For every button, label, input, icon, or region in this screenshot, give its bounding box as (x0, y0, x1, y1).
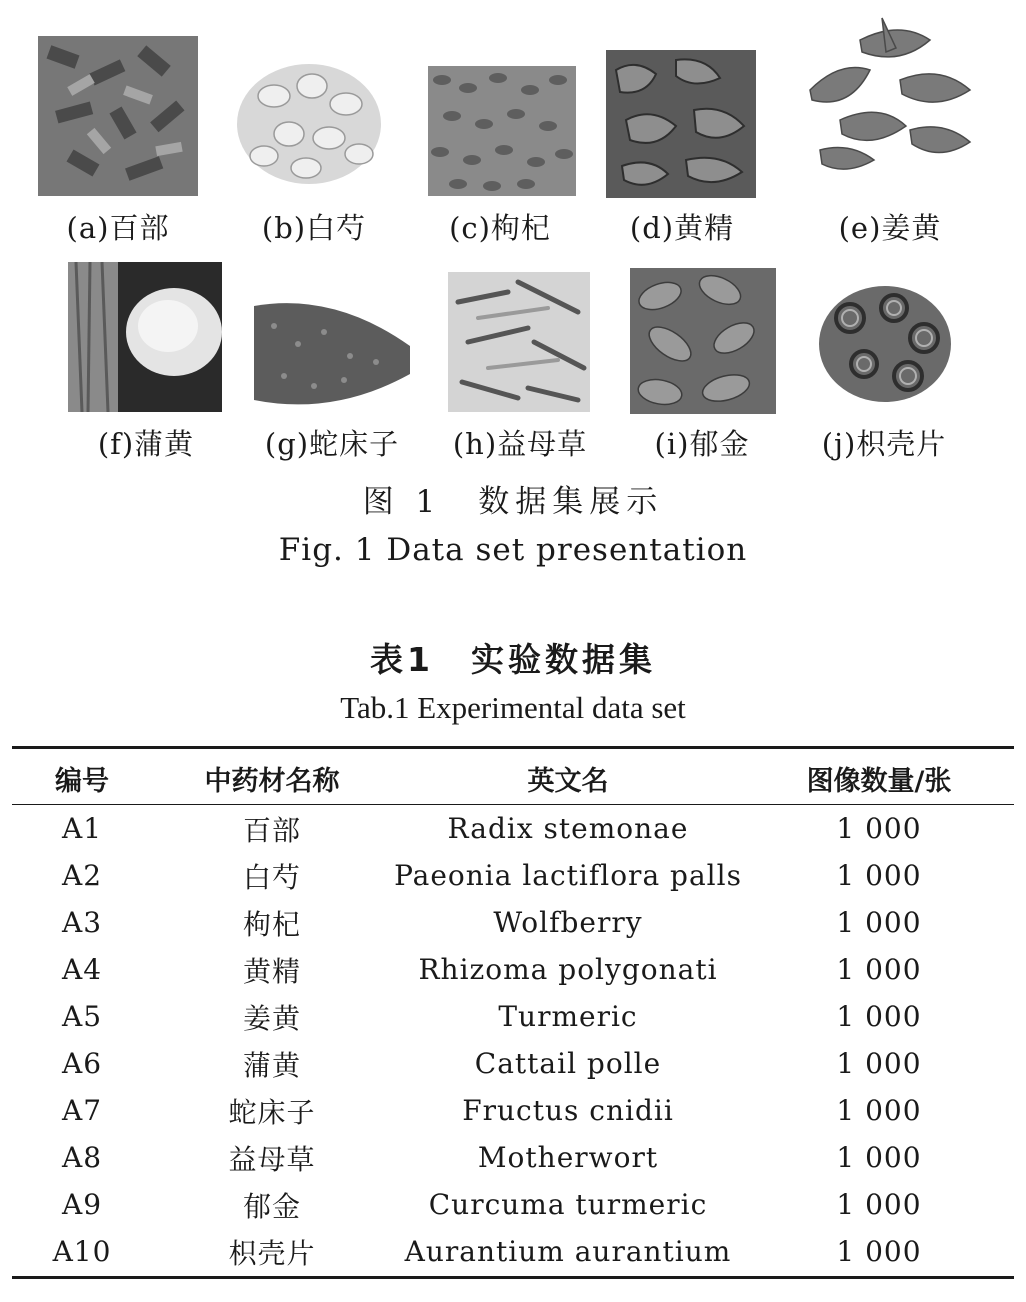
cell-en-name: Wolfberry (493, 906, 643, 939)
cell-count: 1 000 (836, 1047, 922, 1080)
caption-d: (d)黄精 (629, 211, 735, 245)
header-id: 编号 (55, 765, 109, 797)
caption-a: (a)百部 (66, 211, 170, 245)
header-en-name: 英文名 (527, 765, 609, 797)
cell-id: A6 (61, 1047, 103, 1080)
caption-b: (b)白芍 (261, 211, 367, 245)
caption-c: (c)枸杞 (449, 211, 551, 245)
cell-cn-name: 蛇床子 (228, 1095, 316, 1129)
cell-en-name: Turmeric (498, 1000, 638, 1033)
figure-title-cn: 图 1 数据集展示 (362, 484, 664, 520)
cell-count: 1 000 (836, 1141, 922, 1174)
cell-cn-name: 百部 (242, 813, 301, 847)
cell-cn-name: 白芍 (242, 860, 301, 894)
cell-id: A3 (61, 906, 103, 939)
cell-count: 1 000 (836, 859, 922, 892)
cell-count: 1 000 (836, 812, 922, 845)
header-cn-name: 中药材名称 (204, 765, 340, 797)
cell-cn-name: 蒲黄 (242, 1048, 301, 1082)
cell-id: A1 (61, 812, 103, 845)
curcuma-image (630, 268, 776, 414)
cell-en-name: Cattail polle (474, 1047, 662, 1080)
table-row (12, 946, 1014, 993)
cell-id: A2 (61, 859, 103, 892)
table-row (12, 1134, 1014, 1181)
table-row (12, 805, 1014, 852)
cell-id: A5 (61, 1000, 103, 1033)
white-peony-image (234, 46, 384, 191)
cell-count: 1 000 (836, 1000, 922, 1033)
table-row (12, 1181, 1014, 1228)
data-table (12, 752, 1014, 1275)
cell-count: 1 000 (836, 953, 922, 986)
wolfberry-image (428, 66, 576, 196)
figure-title-en: Fig. 1 Data set presentation (278, 532, 748, 568)
cell-cn-name: 枸杞 (242, 907, 301, 941)
cell-id: A10 (52, 1235, 112, 1268)
motherwort-image (448, 272, 590, 412)
caption-j: (j)枳壳片 (821, 427, 947, 461)
cell-count: 1 000 (836, 1094, 922, 1127)
cell-count: 1 000 (836, 1235, 922, 1268)
cell-cn-name: 益母草 (228, 1142, 316, 1176)
cell-id: A4 (61, 953, 103, 986)
polygonatum-image (606, 50, 756, 198)
table-row (12, 1228, 1014, 1275)
table-row (12, 899, 1014, 946)
table-title-en: Tab.1 Experimental data set (340, 690, 686, 725)
header-image-count: 图像数量/张 (806, 765, 952, 797)
table-header-row (12, 752, 1014, 804)
cell-id: A9 (61, 1188, 103, 1221)
table-row (12, 852, 1014, 899)
cell-count: 1 000 (836, 906, 922, 939)
table-top-rule (12, 746, 1014, 749)
table-row (12, 1087, 1014, 1134)
cell-count: 1 000 (836, 1188, 922, 1221)
cell-cn-name: 姜黄 (242, 1001, 301, 1035)
caption-h: (h)益母草 (452, 427, 588, 461)
cell-id: A8 (61, 1141, 103, 1174)
cell-en-name: Aurantium aurantium (404, 1235, 732, 1268)
caption-e: (e)姜黄 (838, 211, 942, 245)
cell-en-name: Motherwort (477, 1141, 659, 1174)
caption-i: (i)郁金 (654, 427, 750, 461)
table-row (12, 1040, 1014, 1087)
aurantium-image (814, 268, 956, 410)
caption-g: (g)蛇床子 (264, 427, 400, 461)
cell-cn-name: 黄精 (242, 954, 301, 988)
figure-1 (0, 0, 1026, 470)
cnidium-image (254, 296, 410, 408)
cattail-pollen-image (68, 262, 222, 412)
stemona-image (38, 36, 198, 196)
cell-en-name: Fructus cnidii (462, 1094, 674, 1127)
cell-cn-name: 枳壳片 (228, 1236, 316, 1270)
caption-f: (f)蒲黄 (97, 427, 195, 461)
cell-cn-name: 郁金 (242, 1189, 301, 1223)
cell-id: A7 (61, 1094, 103, 1127)
table-row (12, 993, 1014, 1040)
cell-en-name: Radix stemonae (447, 812, 689, 845)
cell-en-name: Curcuma turmeric (428, 1188, 708, 1221)
cell-en-name: Paeonia lactiflora palls (394, 859, 742, 892)
table-bottom-rule (12, 1276, 1014, 1279)
turmeric-image (800, 10, 980, 185)
cell-en-name: Rhizoma polygonati (418, 953, 718, 986)
table-title-cn: 表1 实验数据集 (370, 640, 656, 679)
